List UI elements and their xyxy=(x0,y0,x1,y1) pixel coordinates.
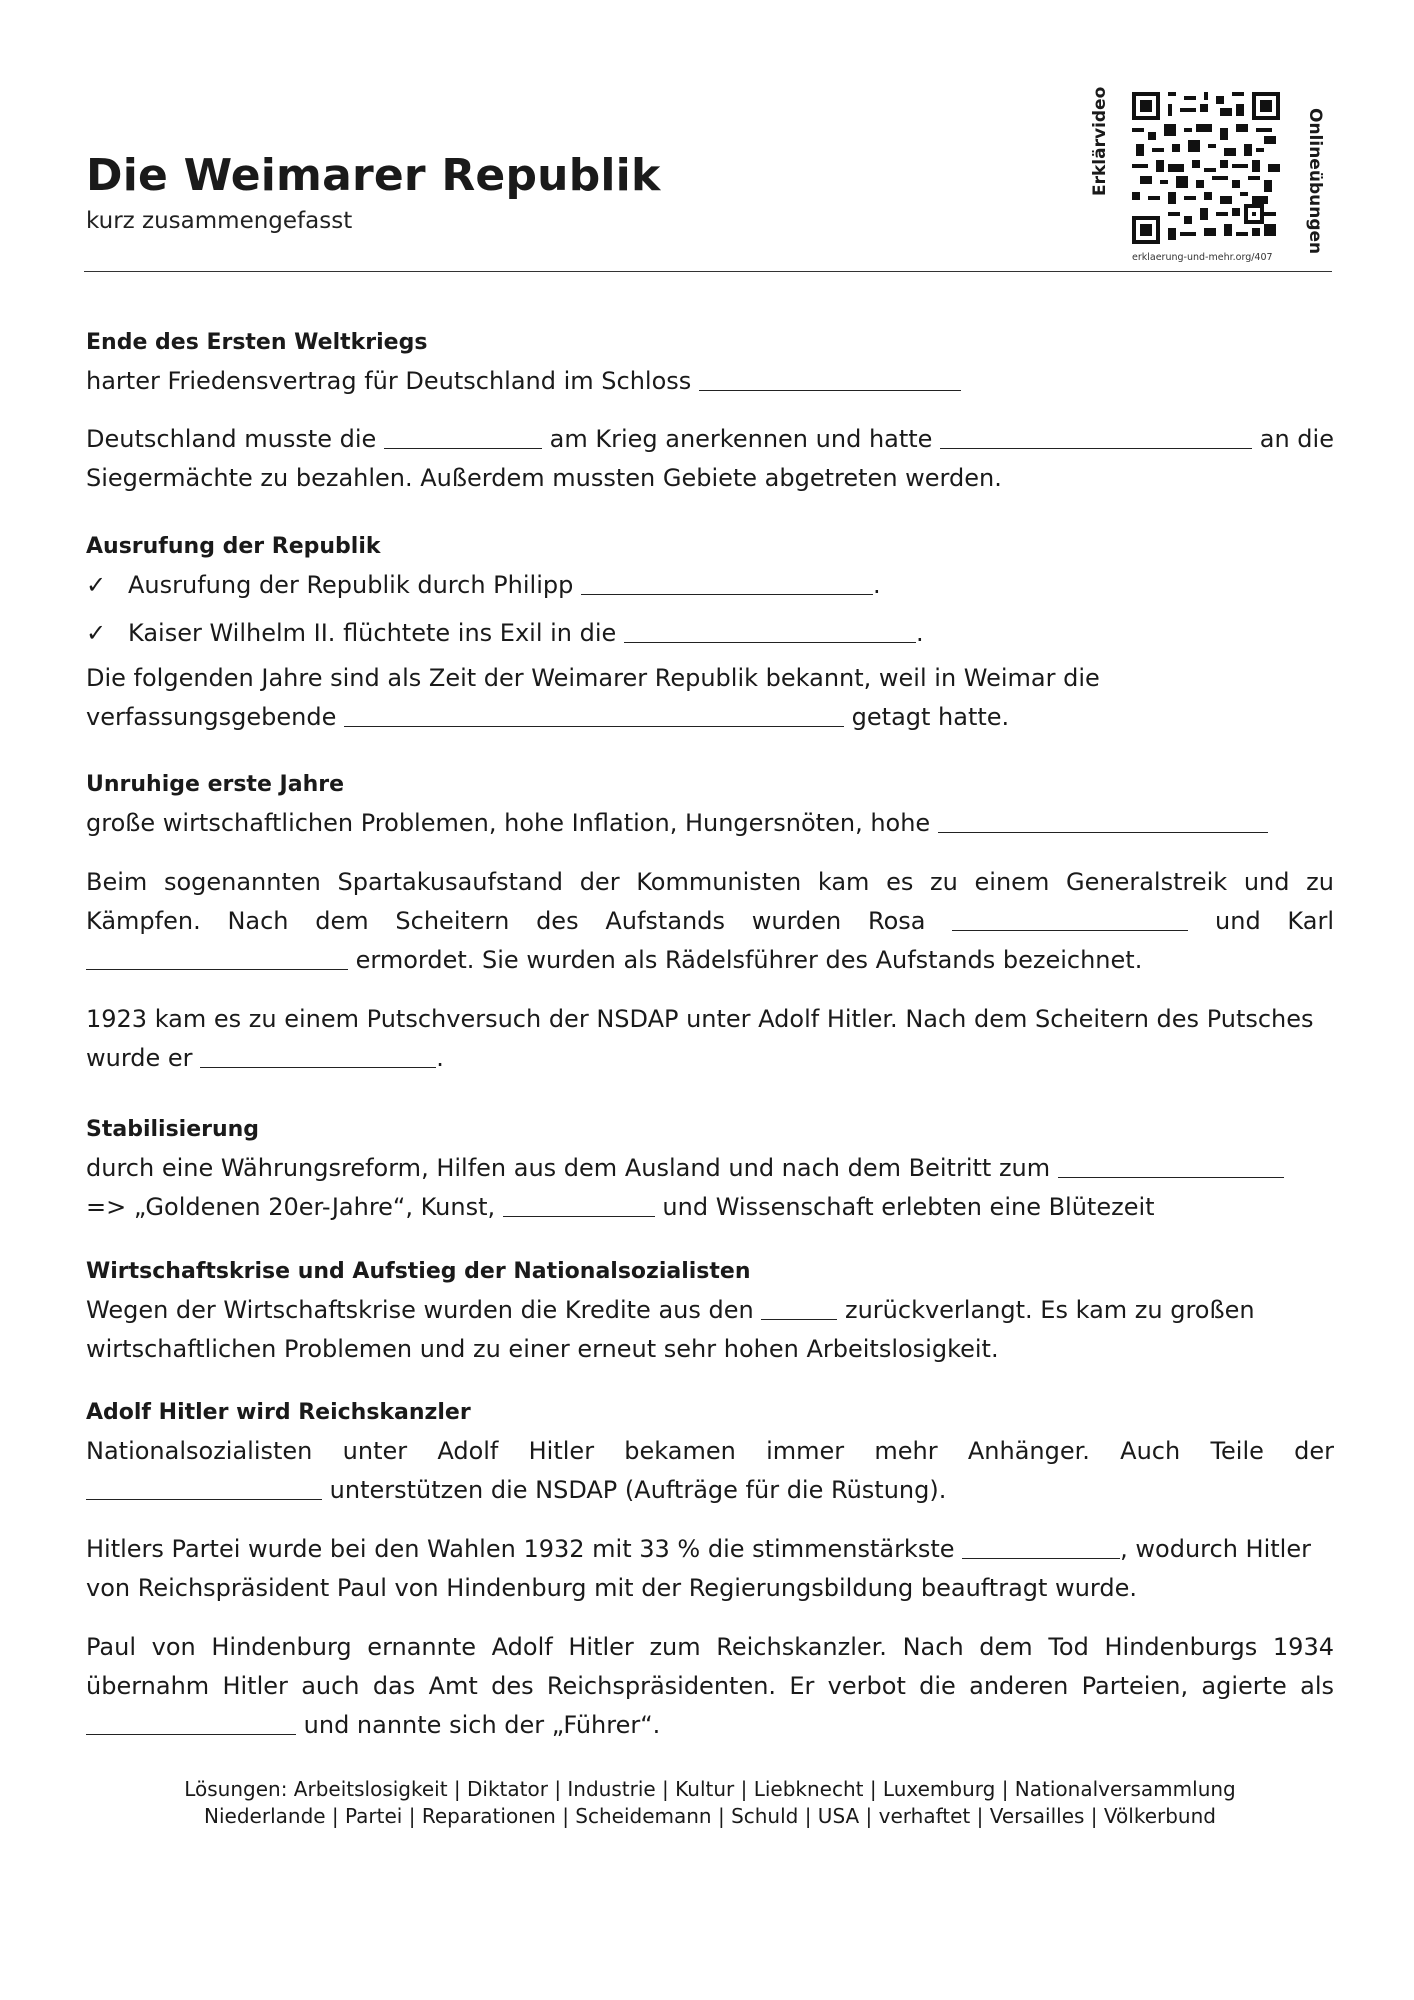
blank-field[interactable] xyxy=(940,423,1252,449)
paragraph: Deutschland musste die am Krieg anerkennen und hatte an die Siegermächte zu bezahlen. Außerdem mussten Gebiete abgetreten werden. xyxy=(86,420,1334,498)
qr-url[interactable]: erklaerung-und-mehr.org/407 xyxy=(1132,252,1273,263)
paragraph: Paul von Hindenburg ernannte Adolf Hitler zum Reichskanzler. Nach dem Tod Hindenburgs 1934 übernahm Hitler auch das Amt des Reichspräsidenten. Er verbot die anderen Parteien, agierte als und nannte sich der „Führer“. xyxy=(86,1633,1334,1739)
section-stabilization xyxy=(86,1115,1334,1227)
blank-field[interactable] xyxy=(699,365,961,391)
paragraph: Nationalsozialisten unter Adolf Hitler bekamen immer mehr Anhänger. Auch Teile der unterstützen die NSDAP (Aufträge für die Rüstung). xyxy=(86,1437,1334,1504)
page-title: Die Weimarer Republik xyxy=(86,150,661,201)
paragraph: Beim sogenannten Spartakusaufstand der Kommunisten kam es zu einem Generalstreik und zu Kämpfen. Nach dem Scheitern des Aufstands wurden Rosa und Karl ermordet. Sie wurden als Rädelsführer des Aufstands bezeichnet. xyxy=(86,868,1334,974)
solutions-box xyxy=(86,1776,1334,1830)
blank-field[interactable] xyxy=(962,1533,1120,1559)
check-item: ✓ Kaiser Wilhelm II. flüchtete ins Exil in die . xyxy=(86,614,1334,653)
section-heading: Stabilisierung xyxy=(86,1117,260,1142)
blank-field[interactable] xyxy=(938,807,1268,833)
blank-field[interactable] xyxy=(581,569,873,595)
section-hitler-chancellor xyxy=(86,1398,1334,1745)
online-exercises-label: Onlineübungen xyxy=(1305,108,1325,255)
blank-field[interactable] xyxy=(86,944,348,970)
blank-field[interactable] xyxy=(761,1294,837,1320)
checkmark-icon: ✓ xyxy=(86,619,107,647)
section-heading: Ende des Ersten Weltkriegs xyxy=(86,330,428,355)
blank-field[interactable] xyxy=(624,617,916,643)
paragraph: durch eine Währungsreform, Hilfen aus dem Ausland und nach dem Beitritt zum => „Goldenen 20er-Jahre“, Kunst, und Wissenschaft erlebten eine Blütezeit xyxy=(86,1149,1334,1227)
paragraph: Wegen der Wirtschaftskrise wurden die Kredite aus den zurückverlangt. Es kam zu großen wirtschaftlichen Problemen und zu einer erneut sehr hohen Arbeitslosigkeit. xyxy=(86,1291,1334,1369)
section-end-of-ww1 xyxy=(86,328,1334,498)
blank-field[interactable] xyxy=(86,1474,322,1500)
section-economic-crisis xyxy=(86,1257,1334,1369)
blank-field[interactable] xyxy=(344,701,844,727)
solutions-line: Lösungen: Arbeitslosigkeit | Diktator | Industrie | Kultur | Liebknecht | Luxemburg | Nationalversammlung xyxy=(184,1777,1236,1801)
paragraph: harter Friedensvertrag für Deutschland im Schloss xyxy=(86,362,1334,401)
video-label: Erklärvideo xyxy=(1090,86,1110,196)
solutions-line: Niederlande | Partei | Reparationen | Scheidemann | Schuld | USA | verhaftet | Versailles | Völkerbund xyxy=(204,1804,1216,1828)
blank-field[interactable] xyxy=(952,905,1188,931)
section-unrest-years xyxy=(86,770,1334,1078)
blank-field[interactable] xyxy=(384,423,542,449)
check-item: ✓ Ausrufung der Republik durch Philipp . xyxy=(86,566,1334,605)
paragraph: Hitlers Partei wurde bei den Wahlen 1932 mit 33 % die stimmenstärkste , wodurch Hitler von Reichspräsident Paul von Hindenburg mit der Regierungsbildung beauftragt wurde. xyxy=(86,1530,1334,1608)
page-subtitle: kurz zusammengefasst xyxy=(86,208,353,234)
header-divider xyxy=(84,271,1332,272)
blank-field[interactable] xyxy=(503,1191,655,1217)
blank-field[interactable] xyxy=(86,1709,296,1735)
section-heading: Wirtschaftskrise und Aufstieg der Nationalsozialisten xyxy=(86,1259,751,1284)
checkmark-icon: ✓ xyxy=(86,571,107,599)
section-heading: Ausrufung der Republik xyxy=(86,534,381,559)
paragraph: Die folgenden Jahre sind als Zeit der Weimarer Republik bekannt, weil in Weimar die verfassungsgebende getagt hatte. xyxy=(86,664,1100,731)
section-heading: Adolf Hitler wird Reichskanzler xyxy=(86,1400,471,1425)
blank-field[interactable] xyxy=(200,1042,436,1068)
blank-field[interactable] xyxy=(1058,1152,1284,1178)
section-republic-proclamation xyxy=(86,532,1334,737)
qr-code-icon[interactable] xyxy=(1132,92,1280,244)
section-heading: Unruhige erste Jahre xyxy=(86,772,344,797)
paragraph: 1923 kam es zu einem Putschversuch der NSDAP unter Adolf Hitler. Nach dem Scheitern des Putsches wurde er . xyxy=(86,1005,1314,1072)
paragraph: große wirtschaftlichen Problemen, hohe Inflation, Hungersnöten, hohe xyxy=(86,804,1334,843)
